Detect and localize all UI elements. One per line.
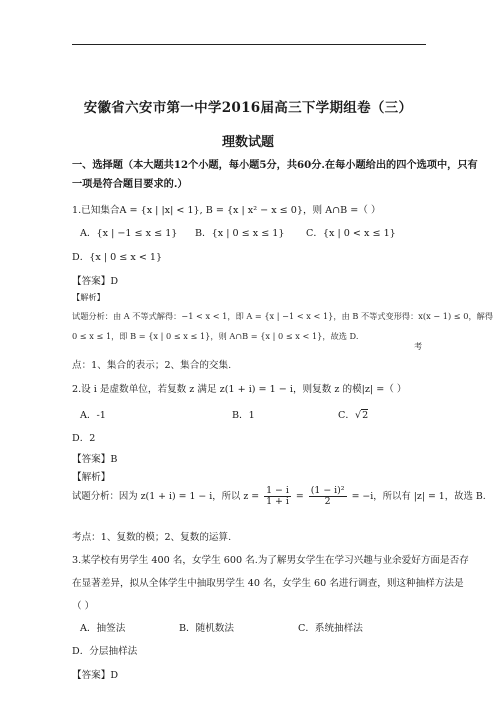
section-heading-cont: 一项是符合题目要求的.） bbox=[72, 178, 188, 190]
question-2-stem: 2.设 i 是虚数单位，若复数 z 满足 z(1 + i) = 1 − i，则复数 z 的模|z| =（ ） bbox=[72, 384, 407, 395]
q1-kao-char: 考 bbox=[414, 341, 423, 351]
question-3-line1: 3.某学校有男学生 400 名，女学生 600 名.为了解男女学生在学习兴趣与业余爱好方面是否存 bbox=[72, 555, 469, 566]
q3-answer: 【答案】D bbox=[72, 670, 119, 681]
header-rule bbox=[72, 44, 426, 45]
q3-option-c: C．系统抽样法 bbox=[298, 623, 363, 634]
question-3-line3: （ ） bbox=[72, 601, 95, 612]
q2-kaodian: 考点：1、复数的模；2、复数的运算. bbox=[72, 532, 232, 543]
q2-option-b: B．1 bbox=[232, 410, 255, 421]
q2-answer: 【答案】B bbox=[72, 454, 118, 465]
question-1-stem: 1.已知集合A = {x | |x| < 1}, B = {x | x² − x ≤ 0}，则 A∩B =（ ） bbox=[72, 205, 381, 216]
q1-analysis-line1: 试题分析：由 A 不等式解得：−1 < x < 1，即 A = {x | −1 < x < 1}，由 B 不等式变形得：x(x − 1) ≤ 0，解得 bbox=[72, 311, 494, 321]
q3-option-a: A．抽签法 bbox=[80, 623, 126, 634]
q2-analysis-label: 【解析】 bbox=[72, 472, 111, 483]
q1-option-c: C．{x | 0 < x ≤ 1} bbox=[306, 228, 396, 239]
q1-option-b: B．{x | 0 ≤ x ≤ 1} bbox=[195, 228, 285, 239]
q1-analysis-label: 【解析】 bbox=[72, 292, 105, 302]
q1-option-a: A．{x | −1 ≤ x ≤ 1} bbox=[80, 228, 178, 239]
q3-option-d: D．分层抽样法 bbox=[72, 646, 138, 657]
q2-option-c: C．√2 bbox=[338, 410, 369, 421]
q2-fraction-2: $\frac{\text{(1 − i)²}}{2}$ bbox=[310, 485, 345, 507]
q2-option-d: D．2 bbox=[72, 433, 96, 444]
q1-answer: 【答案】D bbox=[72, 276, 119, 287]
page-subtitle: 理数试题 bbox=[221, 135, 274, 150]
q2-analysis-line: 试题分析：因为 z(1 + i) = 1 − i，所以 z = $\frac{1 - i}{1 + i}$ = $\frac{\text{(1 − i)²}}{2}$ = −i，所以有 |z| = 1，故选 B. bbox=[72, 485, 486, 507]
section-heading: 一、选择题（本大题共12个小题，每小题5分，共60分.在每小题给出的四个选项中，只有 bbox=[72, 159, 478, 171]
q2-option-a: A．-1 bbox=[80, 410, 106, 421]
question-3-line2: 在显著差异，拟从全体学生中抽取男学生 40 名，女学生 60 名进行调查，则这种抽样方法是 bbox=[72, 578, 464, 589]
q3-option-b: B．随机数法 bbox=[179, 623, 235, 634]
q1-option-d: D．{x | 0 ≤ x < 1} bbox=[72, 252, 163, 263]
q2-fraction-1: $\frac{1 - i}{1 + i}$ bbox=[266, 485, 289, 507]
q1-kaodian: 点：1、集合的表示；2、集合的交集. bbox=[72, 360, 232, 371]
q1-analysis-line2: 0 ≤ x ≤ 1，即 B = {x | 0 ≤ x ≤ 1}，则 A∩B = {x | 0 ≤ x < 1}，故选 D. bbox=[72, 331, 359, 341]
page-title: 安徽省六安市第一中学2016届高三下学期组卷（三） bbox=[83, 100, 413, 116]
